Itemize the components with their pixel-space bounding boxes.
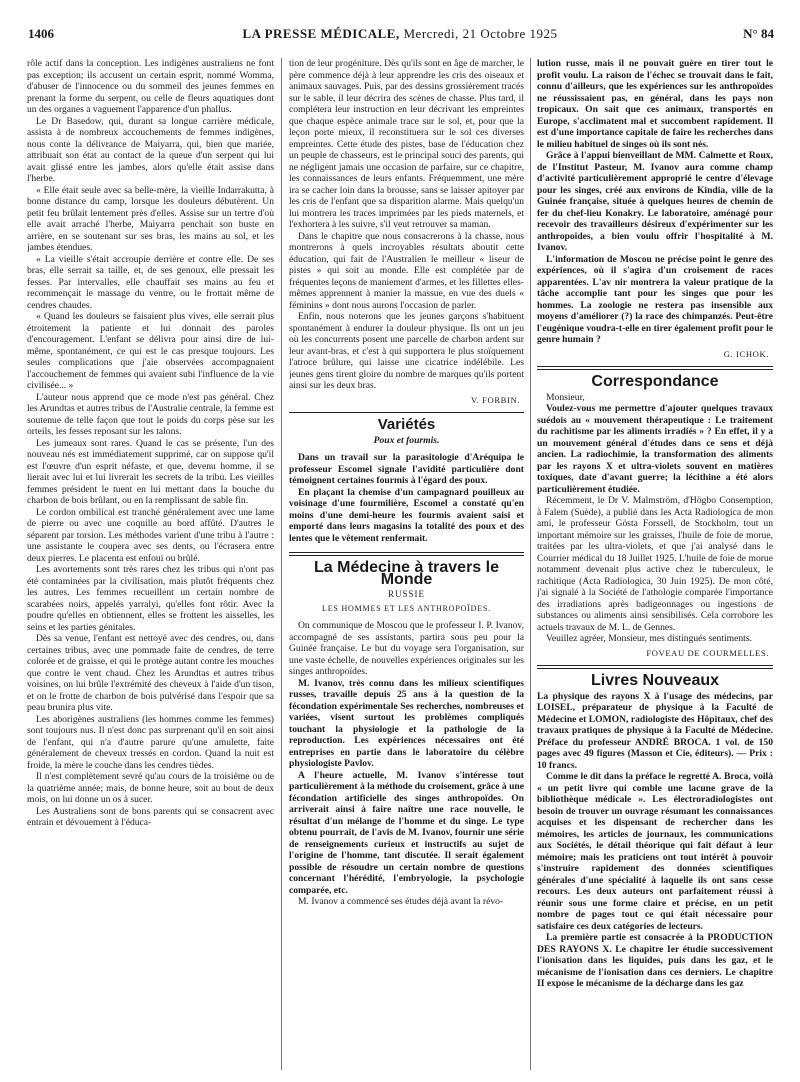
- paragraph: Dans le chapitre que nous consacrerons à la chasse, nous montrerons à quels incroyables résultats aboutit cette éducation, qui fait de l'Australien le meilleur « liseur de pistes » qui soit au monde. Elle est complétée par de fréquentes leçons de maniement d'armes, et les fillettes elles-mêmes apprennent à manier la massue, en vue des duels « féminins » dont nous aurons l'occasion de parler.: [289, 230, 524, 311]
- section-rule: [537, 665, 773, 666]
- paragraph: Récemment, le Dr V. Malmström, d'Högbo Consemption, à Falem (Suède), a publié dans les Acta Radiologica de mon ami, le professeur Gösta Forssell, de Stockholm, tout un important mémoire sur les graisses, l'huile de foie de morue, traitées par les ultra-violets, et que j'ai analysé dans le Courrier médical du 18 Juillet 1925. L'huile de foie de morue notamment devenait plus active chez le tuberculeux, le rachitique (Acta Radiologica, 30 Juin 1925). De mon côté, j'ai signalé à la Société de l'athologie comparée l'importance des irradiations après badigeonnages ou ingestions de substances ou aliments ainsi sensibilisés. Cela corrobore les actuels travaux de M. L. de Gennes.: [537, 495, 773, 633]
- salutation: Monsieur,: [546, 391, 585, 403]
- issue-number: N° 84: [743, 26, 774, 41]
- paragraph: A l'heure actuelle, M. Ivanov s'intéresse tout particulièrement à la méthode du croisement, grâce à une fécondation artificielle des singes anthropoïdes. On arriverait ainsi à faire naître une race nouvelle, le résultat d'un mélange de l'homme et du singe. Le type obtenu pourrait, de l'avis de M. Ivanov, fournir une série de renseignements curieux et instructifs au sujet de l'origine de l'homme, tant discutée. Il serait également possible de résoudre un certain nombre de questions concernant l'hérédité, l'embryologie, la psychologie comparée, etc.: [289, 769, 524, 896]
- paragraph: Enfin, nous noterons que les jeunes garçons s'habituent spontanément à endurer la douleur physique. Ils ont un jeu où les concurrents posent une parcelle de charbon ardent sur leur avant-bras, et c'est à qui supportera le plus stoïquement l'atroce brûlure, qui laisse une cicatrice indélébile. Les jeunes gens tirent gloire du nombre de marques qu'ils portent ainsi sur les deux bras.: [289, 311, 524, 391]
- running-title: [0, 26, 800, 42]
- section-rule: [537, 369, 773, 370]
- paragraph: Le cordon ombilical est tranché généralement avec une lame de pierre ou avec une coquille au bord affûté. D'autres le séparent par torsion. Les méthodes varient d'une tribu à l'autre : une assistante le coupera avec ses dents, ou l'écrasera entre deux pierres. Le placenta est enfoui ou brûlé.: [27, 506, 274, 564]
- section-title-varietes: Variétés: [377, 416, 436, 433]
- paragraph: L'auteur nous apprend que ce mode n'est pas général. Chez les Arundtas et autres tribus de l'Australie centrale, la femme est soutenue de telle façon que tout le poids du corps pèse sur les orteils, les fesses reposant sur les talons.: [27, 391, 274, 437]
- paragraph: Le Dr Basedow, qui, durant sa longue carrière médicale, assista à de nombreux accouchements de femmes indigènes, nous conte la délivrance de Maiyarra, qui, bien que mariée, attribuait son état au contact de la queue d'un serpent qui lui avait glissé entre les jambes, alors qu'elle était assise dans l'herbe.: [27, 115, 274, 184]
- paragraph: Les jumeaux sont rares. Quand le cas se présente, l'un des nouveau nés est immédiatement supprimé, car on suppose qu'il est l'œuvre d'un esprit néfaste, et que, devenu homme, il se lierait avec lui et lui livrerait les secrets de la tribu. Les vieilles femmes président le tuent en lui mettant dans la bouche du charbon de bois brûlant, ou en la remplissant de sable fin.: [27, 437, 274, 506]
- paragraph: Les Australiens sont de bons parents qui se consacrent avec entrain et dévouement à l'éduca-: [27, 805, 274, 828]
- country-heading: RUSSIE: [387, 589, 425, 599]
- paragraph: Dans un travail sur la parasitologie d'Aréquipa le professeur Escomel signale l'avidité particulière dont témoignent certaines fourmis à l'égard des poux.: [289, 452, 524, 486]
- section-title-medecine-monde: La Médecine à travers le Monde: [314, 559, 499, 588]
- section-rule: [537, 668, 773, 669]
- paragraph: « La vieille s'était accroupie derrière et contre elle. De ses bras, elle serrait sa taille, et, de ses genoux, elle pressait les fesses. Par intervalles, elle chauffait ses mains au feu et recommençait le massage du ventre, ou le frottait même de cendres chaudes.: [27, 253, 274, 311]
- paragraph: M. Ivanov a commencé ses études déjà avant la révo-: [298, 896, 504, 907]
- section-rule: [289, 412, 524, 413]
- author-signature: FOVEAU DE COURMELLES.: [646, 647, 769, 658]
- paragraph: tion de leur progéniture. Dès qu'ils sont en âge de marcher, le père commence déjà à leur apprendre les cris des oiseaux et animaux sauvages. Puis, par des dessins grossièrement tracés sur le sable, il leur décrira des scènes de chasse. Plus tard, il complétera leur instruction en leur décrivant les empreintes que chaque espèce animale trace sur le sol, et, pour que la leçon porte mieux, il reconstituera sur le sol ces diverses empreintes. Cette étude des pistes, base de l'éducation chez un peuple de chasseurs, est le principal souci des parents, qui ne négligent jamais une occasion de parfaire, sur ce chapitre, les connaissances de leurs enfants. Fréquemment, une mère ira se cacher loin dans la brousse, sans se laisser apitoyer par les cris de l'enfant que sa disparition alarme. Mais quelqu'un lui montrera les traces imprimées par les pieds maternels, et l'exhortera à les suivre, s'il veut retrouver sa maman.: [289, 58, 524, 230]
- paragraph: Dès sa venue, l'enfant est nettoyé avec des cendres, ou, dans certaines tribus, avec une pommade faite de cendres, de terre colorée et de graisse, et qui le protège autant contre les mouches que contre le vent chaud. Chez les Arundtas et autres tribus voisines, on lui brûle l'extrémité des cheveux à l'aide d'un tison, et on le frotte de charbon de bois pulvérisé dans l'espoir que sa peau brunira plus vite.: [27, 633, 274, 713]
- paragraph: Les aborigènes australiens (les hommes comme les femmes) sont toujours nus. Il n'est donc pas surprenant qu'il en soit ainsi de l'enfant, qui n'a d'autre parure qu'une amulette, faite généralement de cheveux tressés en cordon. Quand la nuit est froide, la mère le couche dans les cendres tièdes.: [27, 713, 274, 771]
- paragraph: L'information de Moscou ne précise point le genre des expériences, où il s'agira d'un croisement de races apparentées. L'av nir montrera la valeur pratique de la tâche accomplie tant pour les singes que pour les hommes. La zoologie ne restera pas insensible aux moyens d'améliorer (?) la race des chimpanzés. Peut-être l'eugénique voudra-t-elle en tirer également profit pour le genre humain ?: [537, 253, 773, 345]
- paragraph: M. Ivanov, très connu dans les milieux scientifiques russes, travaille depuis 25 ans à la question de la fécondation expérimentale Ses recherches, nombreuses et variées, visent surtout les problèmes compliqués touchant la physiologie et la pathologie de la reproduction. Les expériences nécessaires ont été entreprises en partie dans le laboratoire du célèbre physiologiste Pavlov.: [289, 677, 524, 769]
- paragraph: « Quand les douleurs se faisaient plus vives, elle serrait plus étroitement la patiente et lui donnait des paroles d'encouragement. L'enfant se délivra pour ainsi dire de lui-même, spontanément, ce qui est le cas presque toujours. Les seules complications que j'aie observées accompagnaient l'accouchement de femmes qui avaient subi l'influence de la vie civilisée... »: [27, 311, 274, 391]
- paragraph: Comme le dit dans la préface le regretté A. Broca, voilà « un petit livre qui comble une lacune grave de la bibliothèque médicale ». Les électroradiologistes ont besoin de trouver un ouvrage résumant les connaissances acquises et les dispensant de rechercher dans les mémoires, les articles de journaux, les communications aux Sociétés, le détail théorique qui fait défaut à leur mémoire; mais les praticiens ont tout intérêt à pouvoir s'instruire rapidement des données scientifiques générales d'une spécialité à laquelle ils ont sans cesse recours. Les deux auteurs ont parfaitement réussi à réunir sous une forme claire et précise, en un petit nombre de pages tout ce qui était nécessaire pour satisfaire ces deux catégories de lecteurs.: [537, 771, 773, 932]
- section-rule: [289, 555, 524, 556]
- journal-name: LA PRESSE MÉDICALE,: [242, 26, 400, 41]
- article-subtitle: LES HOMMES ET LES ANTHROPOÏDES.: [322, 603, 491, 613]
- paragraph: Grâce à l'appui bienveillant de MM. Calmette et Roux, de l'Institut Pasteur, M. Ivanov aura comme champ d'activité particulièrement approprié le centre d'élevage pour les singes, créé aux environs de Kindia, ville de la Guinée française, située à quelques heures de chemin de fer du chef-lieu Konakry. Le laboratoire, aménagé pour recevoir des travailleurs désireux d'expérimenter sur les anthropoïdes, a bien voulu offrir l'hospitalité à M. Ivanov.: [537, 150, 773, 253]
- paragraph: Voulez-vous me permettre d'ajouter quelques travaux suédois au « mouvement thérapeutique : Le traitement du rachitisme par les aliments irradiés » ? En effet, il y a un mouvement général d'études dans ce sens et déjà ancien. La radiochimie, la transformation des aliments par les rayons X et ultra-violets souvent en matières toxiques, date d'avant guerre; la lécithine a été alors particulièrement étudiée.: [537, 403, 773, 495]
- paragraph: En plaçant la chemise d'un campagnard pouilleux au voisinage d'une fourmilière, Escomel a constaté qu'en moins d'une demi-heure les fourmis avaient saisi et emporté dans leurs magasins la totalité des poux et des lentes que le vêtement renfermait.: [289, 486, 524, 544]
- section-title-correspondance: Correspondance: [591, 373, 719, 390]
- issue-date: Mercredi, 21 Octobre 1925: [403, 26, 558, 41]
- paragraph: Les avortements sont très rares chez les tribus qui n'ont pas été contaminées par la civilisation, mais plutôt fréquents chez les autres. Les femmes recueillent un certain nombre de scarabées noirs, appelés yarralyi, qu'elles font rôtir. Avec la poudre qu'elles en obtiennent, elles se frottent les aisselles, les seins et les parties génitales.: [27, 564, 274, 633]
- column-divider: [281, 58, 282, 1070]
- section-rule: [289, 552, 524, 553]
- column-left: [27, 58, 274, 1076]
- column-divider: [530, 58, 531, 1070]
- author-signature: V. FORBIN.: [470, 394, 520, 405]
- author-signature: G. ICHOK.: [723, 348, 769, 359]
- paragraph: lution russe, mais il ne pouvait guère en tirer tout le profit voulu. La raison de l'échec se trouvait dans le fait, connu d'ailleurs, que les expériences sur les anthropoïdes ne réussissaient pas, en général, dans les pays non tropicaux. On sait que ces animaux, transportés en Europe, s'acclimatent mal et succombent rapidement. Il est d'une importance capitale de faire les recherches dans le milieu habituel de singes où ils sont nés.: [537, 58, 773, 150]
- column-middle: [289, 58, 524, 1076]
- paragraph: Veuillez agréer, Monsieur, mes distingués sentiments.: [546, 633, 752, 644]
- section-title-livres-nouveaux: Livres Nouveaux: [590, 672, 720, 689]
- paragraph: Il n'est complètement sevré qu'au cours de la troisième ou de la quatrième année; mais, de bonne heure, soit au bout de deux mois, on lui donne un os à sucer.: [27, 771, 274, 805]
- paragraph: La première partie est consacrée à la PRODUCTION DES RAYONS X. Le chapitre Ier étudie successivement l'ionisation dans les liquides, puis dans les gaz, et le mécanisme de l'ionisation dans ces derniers. Le chapitre II expose le mécanisme de la décharge dans les gaz: [537, 932, 773, 989]
- page-header: [0, 0, 800, 48]
- section-rule: [537, 366, 773, 367]
- book-reference: La physique des rayons X à l'usage des médecins, par LOISEL, préparateur de physique à la Faculté de Médecine et LOMON, radiologiste des Hôpitaux, chef des travaux pratiques de physique à la Faculté de Médecine. Préface du professeur ANDRÉ BROCA. 1 vol. de 150 pages avec 49 figures (Masson et Cie, éditeurs). — Prix : 10 francs.: [537, 690, 773, 771]
- column-right: [537, 58, 773, 1076]
- paragraph: On communique de Moscou que le professeur I. P. Ivanov, accompagné de ses assistants, partira sous peu pour la Guinée française. Le but du voyage sera l'organisation, sur une vaste échelle, de nouvelles expériences originales sur les singes anthropoïdes.: [289, 620, 524, 677]
- article-subtitle: Poux et fourmis.: [373, 434, 440, 446]
- paragraph: « Elle était seule avec sa belle-mère, la vieille Indarrakutta, à bonne distance du camp, lorsque les douleurs débutèrent. Un petit feu brûlait lentement près d'elles. Assise sur un tertre d'où elle avait arraché l'herbe, Maiyarra penchait son buste en arrière, en se soutenant sur ses bras, les mains au sol, et les jambes étendues.: [27, 184, 274, 253]
- page-number: 1406: [28, 26, 54, 41]
- paragraph: rôle actif dans la conception. Les indigènes australiens ne font pas exception; ils accusent un certain esprit, nommé Womma, d'abuser de l'innocence ou du sommeil des jeunes femmes en prenant la forme du serpent, ou celle de fleurs aquatiques dont un des organes a vaguement l'apparence d'un phallus.: [27, 58, 274, 115]
